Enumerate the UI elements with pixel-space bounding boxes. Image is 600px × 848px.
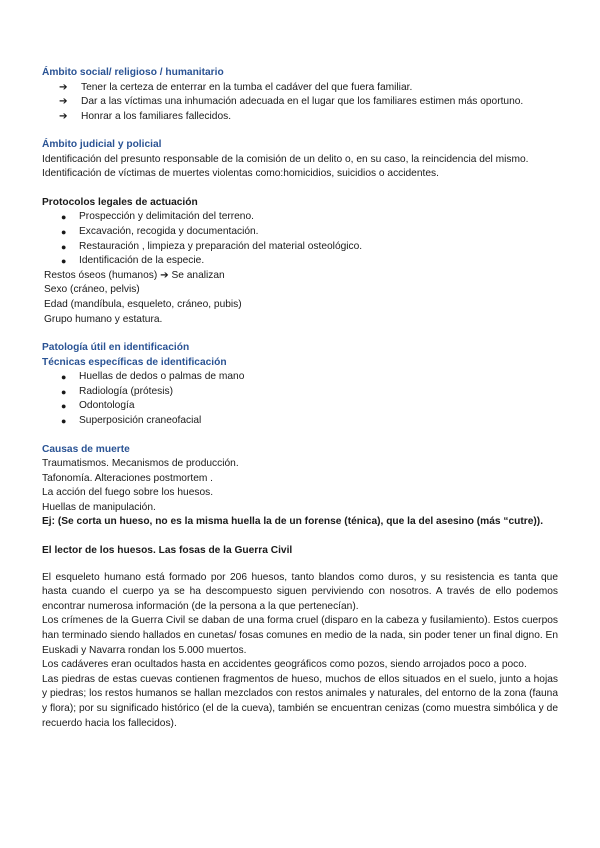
paragraph: Los cadáveres eran ocultados hasta en accidentes geográficos como pozos, siendo arrojados poco a poco. [42,659,527,671]
bullet-icon: ● [61,212,67,223]
document-page [42,66,558,731]
arrow-bullet-icon: ➔ [59,96,68,108]
heading-lector-huesos: El lector de los huesos. Las fosas de la Guerra Civil [42,545,293,557]
text-line: Huellas de manipulación. [42,501,156,513]
text-line: Sexo (cráneo, pelvis) [44,284,140,296]
bullet-list-protocolos [42,210,558,268]
list-item: ● Radiología (prótesis) [42,385,558,400]
heading-social-religioso: Ámbito social/ religioso / humanitario [42,67,224,78]
list-item: ● Odontología [42,399,558,414]
heading-patologia: Patología útil en identificación [42,342,190,354]
paragraph: El esqueleto humano está formado por 206 huesos, tanto blandos como duros, y su resistencia es tanta que hasta cuando el cuerpo ya se ha descompuesto siguen perviviendo con nosotros. A través de ello podemos encontrar numerosa información (de la persona a la que pertenecían). [42,571,558,612]
list-item: ● Prospección y delimitación del terreno. [42,210,558,225]
heading-causas-muerte: Causas de muerte [42,443,130,455]
list-item: ➔ Tener la certeza de enterrar en la tumba el cadáver del que fuera familiar. [42,81,558,96]
list-item: ● Excavación, recogida y documentación. [42,225,558,240]
list-item: ● Superposición craneofacial [42,414,558,429]
paragraph: Identificación del presunto responsable de la comisión de un delito o, en su caso, la reincidencia del mismo. [42,153,529,165]
heading-protocolos: Protocolos legales de actuación [42,196,198,208]
arrow-list-social [42,81,558,125]
text-line: La acción del fuego sobre los huesos. [42,487,214,499]
list-item: ➔ Honrar a los familiares fallecidos. [42,110,558,125]
heading-judicial-policial: Ámbito judicial y policial [42,139,162,151]
list-item: ● Identificación de la especie. [42,254,558,269]
list-item: ➔ Dar a las víctimas una inhumación adecuada en el lugar que los familiares estimen más oportuno. [42,95,558,110]
example-note: Ej: (Se corta un hueso, no es la misma huella la de un forense (ténica), que la del asesino (más “cutre)). [42,516,544,528]
bullet-icon: ● [61,227,67,238]
arrow-bullet-icon: ➔ [59,81,68,93]
text-line: Traumatismos. Mecanismos de producción. [42,458,239,470]
bullet-icon: ● [61,256,67,267]
text-line: Tafonomía. Alteraciones postmortem . [42,472,214,484]
text-line: Restos óseos (humanos) ➔ Se analizan [44,269,225,281]
list-item: ● Huellas de dedos o palmas de mano [42,370,558,385]
bullet-icon: ● [61,416,67,426]
list-item: ● Restauración , limpieza y preparación del material osteológico. [42,240,558,255]
text-line: Edad (mandíbula, esqueleto, cráneo, pubis) [44,299,242,311]
paragraph: Las piedras de estas cuevas contienen fragmentos de hueso, muchos de ellos situados en el suelo, junto a hojas y piedras; los restos humanos se hallan mezclados con restos animales y naturales, del entorno de la zona (fauna y flora); por su significado histórico (el de la cueva), también se encuentran cenizas (como muestra simbólica y de recuerdo hacia los fallecidos). [42,673,558,729]
bullet-icon: ● [61,386,67,397]
bullet-icon: ● [61,372,67,383]
arrow-bullet-icon: ➔ [59,110,68,122]
text-line: Grupo humano y estatura. [44,313,163,325]
bullet-icon: ● [61,401,67,412]
paragraph: Los crímenes de la Guerra Civil se daban de una forma cruel (disparo en la cabeza y fusilamiento). Estos cuerpos han terminado siendo hallados en cunetas/ fosas comunes en medio de la nada, sin poder tener un final digno. En Euskadi y Navarra rondan los 5.000 muertos. [42,615,558,656]
paragraph: Identificación de víctimas de muertes violentas como:homicidios, suicidios o accidentes. [42,168,439,180]
bullet-list-tecnicas [42,370,558,428]
heading-tecnicas: Técnicas específicas de identificación [42,356,227,368]
bullet-icon: ● [61,241,67,252]
